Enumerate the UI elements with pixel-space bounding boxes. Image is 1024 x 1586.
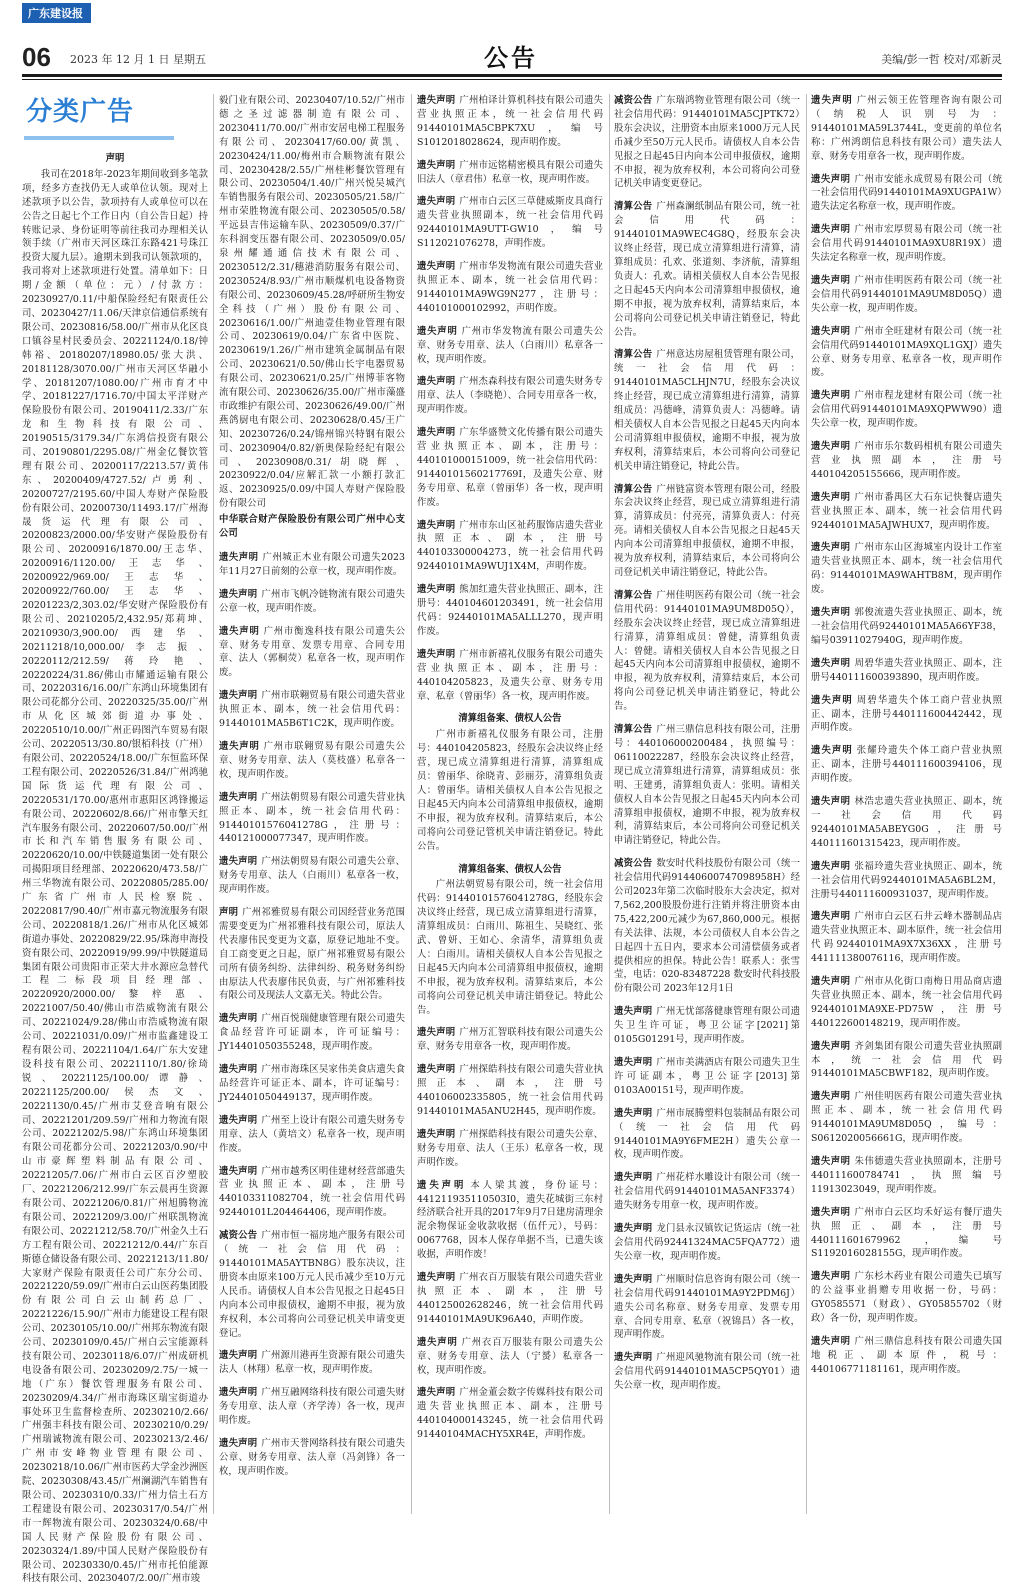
column-4	[614, 94, 800, 1509]
notice-text: 广州云领王佐管理咨询有限公司（纳税人识别号为：91440101MA59L3744L，变更前的单位名称：广州鸿朗信息科技有限公司）遗失法人章、财务专用章各一枚，现声明作废。	[811, 95, 1002, 162]
notice-type-label: 遗失声明	[811, 976, 851, 988]
classified-notice	[417, 1179, 603, 1262]
notice-type-label: 遗失声明	[219, 856, 258, 868]
classified-notice	[614, 1273, 800, 1343]
notice-type-label: 遗失声明	[417, 261, 456, 273]
classified-ads-title: 分类广告	[26, 97, 135, 127]
notice-type-label: 减资公告	[219, 1230, 258, 1242]
classified-notice	[219, 1165, 405, 1221]
notice-text: 龙门县永汉镇钦记货运店（统一社会信用代码92441324MAC5FQA772）遗失公章一枚，现声明作废。	[614, 1223, 800, 1262]
notice-type-label: 遗失声明	[417, 519, 456, 531]
notice-type-label: 遗失声明	[219, 1387, 258, 1399]
classified-notice	[219, 1386, 405, 1428]
section-title: 公告	[484, 44, 538, 72]
notice-text: 广州市联翱贸易有限公司遗失营业执照正本、副本，统一社会信用代码：91440101MA5B6T1C2K，现声明作废。	[219, 690, 405, 730]
notice-type-label: 遗失声明	[614, 1107, 653, 1119]
classified-notice	[417, 94, 603, 150]
classified-notice	[417, 375, 603, 417]
notice-type-label: 遗失声明	[417, 1179, 467, 1191]
classified-notice	[614, 1056, 800, 1098]
classified-notice	[811, 860, 1002, 902]
notice-text: 周碧华遗失营业执照正、副本，注册号440111600393890，现声明作废。	[811, 657, 1002, 683]
notice-text: 广州顺时信息咨询有限公司（统一社会信用代码91440101MA9Y2PDM6J）遗失公司名称章、财务专用章、发票专用章、合同专用章、私章（祝锦昌）各一枚，现声明作废。	[614, 1273, 800, 1341]
notice-type-label: 遗失声明	[417, 1128, 456, 1140]
notice-text: 广州市展腾塑料包装制品有限公司（统一社会信用代码91440101MA9Y6FME2H）遗失公章一枚，现声明作废。	[614, 1107, 800, 1161]
newspaper-name: 广东建设报	[22, 3, 91, 23]
notice-type-label: 清算公告	[614, 483, 653, 495]
notice-type-label: 遗失声明	[811, 325, 851, 337]
notice-type-label: 遗失声明	[219, 740, 260, 752]
notice-text: 广州市华发物流有限公司遗失营业执照正本、副本，统一社会信用代码：91440101MA9WG9N277，注册号：440101000102992，声明作废。	[417, 261, 603, 314]
notice-type-label: 遗失声明	[811, 694, 853, 706]
notice-text: 广州城正木业有限公司遗失2023年11月27日前刻的公章一枚，现声明作废。	[219, 552, 405, 577]
classified-notice	[811, 173, 1002, 215]
notice-text: 张耀玲遗失个体工商户营业执照正、副本，注册号440111600394106，现声明作废。	[811, 745, 1002, 785]
notice-type-label: 遗失声明	[811, 173, 851, 185]
notice-type-label: 遗失声明	[219, 690, 258, 702]
classified-notice	[219, 689, 405, 731]
notice-type-label: 遗失声明	[811, 1040, 851, 1052]
classified-notice	[811, 440, 1002, 482]
classified-notice	[219, 588, 405, 616]
classified-notice	[614, 94, 800, 191]
notice-text: 广州市恒一福房地产服务有限公司（统一社会信用代码：91440101MA5AYTBN8G）股东决议，注册资本由原来100万元人民币减少至10万元人民币。请债权人自本公告见报之日起45日内向本公司申报债权，逾期不申报，视为放弃权利，本公司将向公司登记机关申请变更登记。	[219, 1230, 405, 1339]
notice-type-label: 遗失声明	[811, 1271, 851, 1283]
notice-type-label: 清算公告	[614, 724, 653, 736]
classified-notice	[417, 260, 603, 316]
header-rule-thin	[22, 79, 1002, 80]
notice-text: 广州市乐尔数码相机有限公司遗失营业执照副本，注册号440104205155666，现声明作废。	[811, 441, 1002, 480]
classified-notice	[219, 625, 405, 681]
column-2	[219, 94, 405, 1509]
notice-text: 广州源川港再生资源有限公司遗失法人（林翔）私章一枚，现声明作废。	[219, 1350, 405, 1376]
notice-type-label: 遗失声明	[614, 1352, 653, 1364]
notice-text: 广州市衡逸科技有限公司遗失公章、财务专用章、发票专用章、合同专用章、法人（郭桐荧）私章各一枚，现声明作废。	[219, 625, 405, 679]
notice-text: 广州至上设计有限公司遗失财务专用章、法人（黄培文）私章各一枚，现声明作废。	[219, 1114, 405, 1154]
column-5	[811, 94, 1002, 1509]
classified-notice	[811, 1270, 1002, 1326]
classified-notice	[811, 1040, 1002, 1082]
notice-text: 广州市海珠区吴家伟美食店遗失食品经营许可证正本、副本，许可证编号：JY24401050449137，现声明作废。	[219, 1064, 405, 1103]
notice-text: 广州市飞帆冷链物流有限公司遗失公章一枚，现声明作废。	[219, 588, 405, 614]
classified-notice	[811, 1155, 1002, 1197]
notice-text: 广州市新禧礼仪服务有限公司遗失营业执照正本、副本，注册号：440104205823，及遗失公章、财务专用章、私章（曾丽华）各一枚，现声明作废。	[417, 648, 603, 702]
classified-notice	[219, 1114, 405, 1156]
classified-notice	[417, 1026, 603, 1054]
classified-notice	[614, 483, 800, 580]
notice-text: 齐剑集团有限公司遗失营业执照副本，统一社会信用代码91440101MA5CBWF182，现声明作废。	[811, 1040, 1002, 1080]
classified-notice	[417, 1336, 603, 1378]
notice-type-label: 遗失声明	[417, 1336, 458, 1348]
notice-type-label: 遗失声明	[417, 159, 456, 171]
column-3	[417, 94, 603, 1509]
classified-notice	[417, 426, 603, 509]
notice-type-label: 遗失声明	[614, 1057, 653, 1068]
classified-notice	[811, 325, 1002, 381]
notice-text: 广州法朝贸易有限公司遗失公章、财务专用章、法人（白雨川）私章各一枚，现声明作废。	[219, 856, 405, 896]
notice-type-label: 减资公告	[614, 95, 653, 106]
classified-notice	[811, 1335, 1002, 1377]
notice-type-label: 清算公告	[614, 349, 653, 361]
notice-type-label: 遗失声明	[811, 860, 851, 872]
classified-notice	[417, 519, 603, 575]
notice-type-label: 遗失声明	[811, 95, 853, 106]
notice-text: 广州祁雅贸易有限公司因经营业务范围需要变更为广州祁雅科技有限公司，原法人代表廖伟民变更为文嘉，原登记地址不变。自工商变更之日起，原广州祁雅贸易有限公司所有债务纠纷、法律纠纷、税务财务纠纷由原法人代表廖伟民负责，与广州祁雅科技有限公司及现法人文嘉无关。特此公告。	[219, 907, 405, 1002]
notice-type-label: 遗失声明	[811, 390, 851, 402]
notice-text: 广州市东山区祉药服饰店遗失营业执照正本、副本，注册号440103300004273，统一社会信用代码92440101MA9WUJ1X4M，声明作废。	[417, 519, 603, 573]
notice-heading: 清算组备案、债权人公告	[458, 863, 562, 875]
notice-body: 广州法朝贸易有限公司，统一社会信用代码：91440101576041278G，经股东会决议终止经营，现已成立清算组进行清算，清算组成员：白雨川、陈祖生、吴晓红、张武、曾妍、王如心、余清华，清算组负责人：白雨川。请相关债权人自本公告见报之日起45天内向本公司清算组申报债权，逾期不申报，视为放弃权利。清算结束后，本公司将向公司登记机关申请注销登记。特此公告。	[417, 879, 603, 1016]
column-1	[22, 94, 208, 1585]
notice-type-label: 遗失声明	[219, 1064, 258, 1076]
classified-ads-logo	[22, 94, 208, 144]
notice-type-label: 清算公告	[614, 201, 653, 213]
notice-type-label: 遗失声明	[614, 1172, 653, 1184]
notice-type-label: 减资公告	[614, 858, 653, 870]
notice-text: 广州探皓科技有限公司遗失营业执照正本、副本，注册号440106002335805，统一社会信用代码91440101MA5ANU2H45，现声明作废。	[417, 1064, 603, 1117]
notice-text: 广州意达房屋租赁管理有限公司，统一社会信用代码：91440101MA5CLHJN7U，经股东会决议终止经营，现已成立清算组进行清算，清算组成员：冯德峰，清算负责人：冯德峰。请相关债权人自本公告见报之日起45天内向本公司清算组申报债权，逾期不申报，视为放弃权利，清算结束后，本公司将向公司登记机关申请注销登记，特此公告。	[614, 349, 800, 472]
notice-text: 周碧华遗失个体工商户营业执照正、副本，注册号440111600442442，现声明作废。	[811, 694, 1002, 734]
notice-text: 朱伟德遗失营业执照副本，注册号440111600784741，执照编号11913023049，现声明作废。	[811, 1156, 1002, 1195]
notice-body: 我司在2018年-2023年期间收到多笔款项，经多方查找仍无人或单位认领。现对上述款项予以公告，款项持有人或单位可以在公告之日起七个工作日内（自公告日起）持转账记录、身份证明等前往我司办理相关认领手续（广州市天河区珠江东路421号珠江投资大厦九层）。逾期未到我司认领款项的，我司将对上述款项进行处置。清单如下：日期/金额（单位：元）/付款方：20230927/0.11/中船保险经纪有限责任公司、20230427/11.06/天津京信通信系统有限公司、20230816/58.00/广州市从化区良口镇谷星村民委员会、20221124/0.18/钟韩裕、20180207/18980.05/张大洪、20181128/3070.00/广州市天河区华融小学、20181207/1080.00/广州市育才中学、20181227/1716.70/中国太平洋财产保险股份有限公司、20190411/2.33/广东龙和生物科技有限公司、20190515/3179.34/广东鸿信投资有限公司、20190801/2295.08/广州金亿餐饮管理有限公司、20200117/2213.57/黄伟东、20200409/4727.52/卢勇利、20200727/2195.60/中国人寿财产保险股份有限公司、20200730/11493.17/广州海晟货运代理有限公司、20200823/2000.00/华安财产保险股份有限公司、20200916/1870.00/王志华、20200916/1120.00/王志华、20200922/969.00/王志华、20200922/760.00/王志华、20201223/2,303.02/华安财产保险股份有限公司、20210205/2,432.95/郑莉坤、20210930/3,900.00/西建华、20211218/10,000.00/李志振、20220112/212.59/蒋玲艳、20220224/31.86/佛山市耀通运输有限公司、20220316/16.00/广东鸿山环境集团有限公司花都分公司、20220325/35.00/广州市从化区城郊街道办事处、20220510/10.00/广州正码图汽车贸易有限公司、20220513/30.80/银栢科技（广州）有限公司、20220524/18.00/广东恒监环保工程有限公司、20220526/31.84/广州鸿驰国际货运代理有限公司、20220531/170.00/惠州市惠阳区鸿锋搬运有限公司、20220602/8.66/广州市擎天红汽车服务有限公司、20220607/50.00/广州市长和汽车销售服务有限公司、20220620/10.00/中铁隧道集团一处有限公司揭阳项目经理部、20220620/473.58/广州三华物流有限公司、20220805/285.00/广东省广州市人民检察院、20220817/90.40/广州市嘉元物流服务有限公司、20220818/1.26/广州市从化区城郊街道办事处、20220829/22.95/珠海申海投资有限公司、20220919/99.99/中铁隧道局集团有限公司贵阳市正荣大井水源应急替代工程二标段项目经理部、20220920/2000.00/黎梓惠、20221007/50.40/佛山市浩威物流有限公司、20221024/9.28/佛山市浩威物流有限公司、20221031/0.09/广州市监鑫建设工程有限公司、20221104/1.64/广东大安建设科技有限公司、20221110/1.80/徐琦锐、20221125/100.00/谭静、20221125/200.00/侯杰文、20221130/0.45/广州市艾登音响有限公司、20221201/209.59/广州和力物流有限公司、20221202/5.98/广东鸿山环境集团有限公司花都分公司、20221203/0.90/中山市豪辉塑料制品有限公司、20221205/7.06/广州市白云区百汐塑胶厂、20221206/212.99/广东云晨再生资源有限公司、20221206/0.81/广州旭腾物流有限公司、20221209/3.00/广州联凯物流有限公司、20221212/58.70/广州金久土石方工程有限公司、20221212/0.44/广东百斯德仓储设备有限公司、20221213/11.80/大家财产保险有限责任公司广东分公司、20221220/59.09/广州市白云山医药集团股份有限公司白云山制药总厂、20221226/15.90/广州市力能建设工程有限公司、20230105/10.00/广州邦东物流有限公司、20230109/0.45/广州白云宝能源科技有限公司、20230118/6.07/广州成研机电设备有限公司、20230209/2.75/一城一地（广东）餐饮管理服务有限公司、20230209/4.34/广州市海珠区瑞宝街道办事处环卫生监督检查所、20230210/2.66/广州强丰科技有限公司、20230210/0.29/广州瑞诚物流有限公司、20230213/2.46/广州市安峰物业管理有限公司、20230218/10.06/广州市医药大学金沙洲医院、20230308/43.45/广州澜湖汽车销售有限公司、20230310/0.33/广州力信土石方工程建设有限公司、20230317/0.54/广州市一辉物流有限公司、20230324/0.68/中国人民财产保险股份有限公司、20230324/1.89/中国人民财产保险股份有限公司、20230330/0.45/广州市托伯能源科技有限公司、20230407/2.00/广州市竣	[22, 168, 208, 1585]
notice-type-label: 遗失声明	[219, 1114, 258, 1126]
notice-text: 广州市联翱贸易有限公司遗失公章、财务专用章、法人（莫枝盛）私章各一枚，现声明作废。	[219, 740, 405, 780]
notice-text: 广州市白云区石井云峰木器制品店遗失营业执照正本、副本原件，统一社会信用代码92440101MA9X7X36XX，注册号441111380076116，现声明作废。	[811, 911, 1002, 965]
notice-type-label: 清算公告	[614, 589, 653, 601]
notice-type-label: 遗失声明	[219, 552, 259, 563]
notice-text: 广东瑞鸿物业管理有限公司（统一社会信用代码：91440101MA5CJPTK72）股东会决议，注册资本由原来1000万元人民币减少至50万元人民币。请债权人自本公告见报之日起45日内向本公司申报债权，逾期不申报，视为放弃权利，本公司将向公司登记机关申请变更登记。	[614, 95, 800, 190]
entries-list	[417, 94, 603, 703]
notice-type-label: 遗失声明	[811, 491, 851, 503]
notice-type-label: 遗失声明	[811, 1206, 851, 1218]
notice-type-label: 遗失声明	[811, 1335, 851, 1347]
classified-notice	[219, 1012, 405, 1054]
notice-text: 广州百悦瑞健康管理有限公司遗失食品经营许可证副本，许可证编号：JY14401050355248，现声明作废。	[219, 1013, 405, 1053]
notice-type-label: 声明	[219, 907, 239, 919]
notice-body-continued: 毅门业有限公司、20230407/10.52/广州市德之圣过滤器制造有限公司、20230411/70.00/广州市安居电梯工程服务有限公司、20230417/60.00/黄凯、20230424/11.00/梅州市合顺物流有限公司、20230428/2.55/广州桂彬餐饮管理有限公司、20230504/1.40/广州兴悦吴城汽车销售服务有限公司、20230505/21.58/广州市荣胜物流有限公司、20230505/0.58/平远县吉伟运输车队、20230509/0.37/广东科润变压器有限公司、20230509/0.05/泉州耀通通信技术有限公司、20230512/2.31/穗港消防服务有限公司、20230524/8.93/广州市顺煤机电设备物资有限公司、20230609/45.28/呼研所生物安全科技（广州）股份有限公司、20230616/1.00/广州迪壹佳物业管理有限公司、20230619/0.04/广东省中医院、20230619/1.26/广州市建筑金属制品有限公司、20230621/0.50/佛山长宇电器贸易有限公司、20230621/0.25/广州博菲客物流有限公司、20230626/35.00/广州市藻盛市政维护有限公司、20230626/49.00/广州燕鸽厨电有限公司、20230628/0.45/王广知、20230726/0.24/锦州锦兴特钢有限公司、20230904/0.82/新奥保险经纪有限公司、20230908/0.31/胡晓辉、20230922/0.04/应解汇款一小额打款汇返、20230925/0.09/中国人寿财产保险股份有限公司	[219, 95, 405, 510]
classified-notice	[219, 1437, 405, 1479]
notice-type-label: 遗失声明	[219, 1350, 258, 1362]
classified-notice	[811, 795, 1002, 851]
notice-text: 广州三鼎信息科技有限公司遗失国地税正、副本原件，税号：440106771181161，现声明作废。	[811, 1335, 1002, 1375]
classified-notice	[811, 541, 1002, 597]
classified-notice	[417, 195, 603, 251]
notice-text: 广州迎风驰物流有限公司（统一社会信用代码91440101MA5CP5QY01）遗失公章一枚，现声明作废。	[614, 1352, 800, 1392]
classified-notice	[614, 200, 800, 339]
editor-credits: 美编/彭一哲 校对/邓新灵	[881, 53, 1002, 66]
notice-text: 广州市越秀区明佳建材经营部遗失营业执照正本、副本，注册号440103311082704，统一社会信用代码92440101L204464406，现声明作废。	[219, 1165, 405, 1219]
notice-type-label: 遗失声明	[614, 1006, 653, 1018]
classified-notice	[219, 551, 405, 579]
notice-text: 广州市天誉网络科技有限公司遗失公章、财务专用章、法人章（冯剑锋）各一枚，现声明作废。	[219, 1437, 405, 1477]
notice-type-label: 遗失声明	[417, 1272, 456, 1284]
classified-notice	[811, 1206, 1002, 1262]
classified-notice	[614, 348, 800, 473]
issue-date: 2023 年 12 月 1 日 星期五	[70, 53, 206, 66]
notice-type-label: 遗失声明	[811, 796, 851, 808]
notice-text: 广州市番禺区大石东记快餐店遗失营业执照正本、副本，统一社会信用代码92440101MA5AJWHUX7，现声明作废。	[811, 491, 1002, 531]
column-divider	[213, 94, 214, 1514]
notice-text: 广州万汇智联科技有限公司遗失公章、财务专用章各一枚，现声明作废。	[417, 1027, 603, 1053]
classified-notice	[417, 583, 603, 639]
notice-text: 广州法朝贸易有限公司遗失营业执照正本、副本，统一社会信用代码：91440101576041278G，注册号：440121000077347，现声明作废。	[219, 791, 405, 845]
notice-type-label: 遗失声明	[811, 274, 851, 286]
classified-notice	[614, 1005, 800, 1047]
notice-text: 广州花样水雕设计有限公司（统一社会信用代码91440101MA5ANF3374）遗失财务专用章一枚，现声明作废。	[614, 1172, 800, 1212]
notice-type-label: 遗失声明	[417, 427, 456, 439]
column-divider	[806, 94, 807, 1514]
classified-notice	[811, 657, 1002, 685]
classified-notice	[811, 694, 1002, 736]
notice-type-label: 遗失声明	[219, 625, 260, 637]
classified-notice	[614, 589, 800, 714]
classified-notice	[614, 1351, 800, 1393]
classified-notice	[417, 1386, 603, 1442]
notice-type-label: 遗失声明	[811, 441, 851, 453]
notice-type-label: 遗失声明	[417, 95, 456, 106]
notice-text: 广州互融网络科技有限公司遗失财务专用章、法人章（齐学涛）各一枚，现声明作废。	[219, 1387, 405, 1427]
classified-notice	[219, 855, 405, 897]
notice-text: 数安时代科技股份有限公司（统一社会信用代码91440600747098958H）经公司2023年第二次临时股东大会决定，拟对7,562,200股股份进行注销并将注册资本由75,422,200元减少为67,860,000元。根据有关法律、法规，本公司债权人自本公告之日起四十五日内，要求本公司清偿债务或者提供相应的担保。特此公告！联系人：张雪莹，电话：020-83487228 数安时代科技股份有限公司 2023年12月1日	[614, 858, 800, 995]
notice-heading: 清算组备案、债权人公告	[458, 713, 562, 725]
notice-text: 广州市白云区三草健威斯皮具商行遗失营业执照副本，统一社会信用代码92440101MA9UTT-GW10，编号S112021076278，声明作废。	[417, 196, 603, 250]
classified-notice	[417, 648, 603, 704]
notice-text: 广州三鼎信息科技有限公司，注册号：440106000200484，执照编号：06110022287，经股东会决议终止经营，现已成立清算组进行清算，清算组成员：张明、王建勇，清算组负责人：张明。请相关债权人自本公告见报之日起45天内向本公司清算组申报债权，逾期不申报，视为放弃权利，清算结束后，本公司将向公司登记机关申请注销登记，特此公告。	[614, 724, 800, 847]
classified-notice	[614, 723, 800, 848]
notice-type-label: 遗失声明	[417, 196, 456, 208]
notice-text: 广州市远铭精密模具有限公司遗失旧法人（章君伟）私章一枚，现声明作废。	[417, 159, 603, 185]
classified-notice	[417, 159, 603, 187]
notice-type-label: 遗失声明	[417, 376, 456, 388]
notice-text: 广州金董会数字传媒科技有限公司遗失营业执照正本、副本，注册号440104000143245，统一社会信用代码91440104MACHY5XR4E，声明作废。	[417, 1387, 603, 1441]
classified-notice	[219, 1349, 405, 1377]
notice-text: 广州杰森科技有限公司遗失财务专用章、法人（李晓艳）、合同专用章各一枚，现声明作废。	[417, 376, 603, 416]
classified-notice	[811, 744, 1002, 786]
notice-text: 广州市安能永成贸易有限公司（统一社会信用代码91440101MA9XUGPA1W）遗失法定名称章一枚，现声明作废。	[811, 173, 1002, 213]
page-header	[22, 38, 1002, 72]
classified-notice	[811, 975, 1002, 1031]
header-rule	[22, 74, 1002, 77]
classified-notice	[811, 910, 1002, 966]
entries-list	[614, 94, 800, 1393]
notice-type-label: 遗失声明	[417, 1027, 456, 1039]
notice-text: 广州市华发物流有限公司遗失公章、财务专用章、法人（白雨川）私章各一枚，现声明作废。	[417, 325, 603, 365]
notice-text: 广州探皓科技有限公司遗失公章、财务专用章、法人（王乐）私章各一枚，现声明作废。	[417, 1128, 603, 1168]
classified-notice	[417, 1063, 603, 1119]
entries-list	[219, 551, 405, 1479]
classified-notice	[219, 740, 405, 782]
notice-type-label: 遗失声明	[614, 1223, 653, 1235]
notice-text: 广东杉木药业有限公司遗失已填写的公益事业捐赠专用收据一份，号码：GY0585571（财政）、GY05855702（财政）各一份，现声明作废。	[811, 1271, 1002, 1325]
notice-type-label: 遗失声明	[811, 542, 851, 554]
notice-text: 广州衣百万服装有限公司遗失公章、财务专用章、法人（宁赟）私章各一枚，现声明作废。	[417, 1336, 603, 1376]
classified-notice	[417, 1271, 603, 1327]
notice-type-label: 遗失声明	[219, 588, 258, 600]
notice-type-label: 遗失声明	[219, 791, 258, 803]
notice-type-label: 遗失声明	[219, 1165, 258, 1177]
notice-text: 广州市东山区海城室内设计工作室遗失营业执照正本、副本，统一社会信用代码：91440101MA9WAHTB8M，现声明作废。	[811, 542, 1002, 596]
classified-notice	[811, 1090, 1002, 1146]
notice-text: 广州柏译计算机科技有限公司遗失营业执照正本，统一社会信用代码91440101MA5CBPK7XU，编号S1012018028624，现声明作废。	[417, 95, 603, 148]
classified-notice	[811, 94, 1002, 164]
classified-notice	[811, 223, 1002, 265]
notice-signatory: 中华联合财产保险股份有限公司广州中心支公司	[219, 514, 405, 540]
classified-notice	[614, 1171, 800, 1213]
notice-text: 广州市全旺建材有限公司（统一社会信用代码91440101MA9XQL1GXJ）遗失公章、财务专用章、私章各一枚，现声明作废。	[811, 325, 1002, 379]
notice-body: 广州市新禧礼仪服务有限公司，注册号：440104205823，经股东会决议终止经营，现已成立清算组进行清算，清算组成员：曾丽华、徐晓青、彭丽芬，清算组负责人：曾丽华。请相关债权人自本公告见报之日起45天内向本公司清算组申报债权，逾期不申报，视为放弃权利。清算结束后，本公司将向公司登记管机关申请注销登记。特此公告。	[417, 729, 603, 852]
notice-type-label: 遗失声明	[417, 325, 458, 337]
notice-type-label: 遗失声明	[811, 657, 851, 669]
notice-text: 广州佳明医药有限公司遗失营业执照正本、副本，统一社会信用代码91440101MA9UM8D05Q，编号：S0612020056661G，现声明作废。	[811, 1091, 1002, 1145]
entries-list	[811, 94, 1002, 1377]
notice-text: 广州市佳明医药有限公司（统一社会信用代码91440101MA9UM8D05Q）遗失公章一枚，现声明作废。	[811, 274, 1002, 314]
classified-notice	[219, 906, 405, 1003]
notice-text: 广州市程龙建材有限公司（统一社会信用代码91440101MA9XQPWW90）遗失公章一枚，现声明作废。	[811, 390, 1002, 430]
notice-type-label: 遗失声明	[417, 584, 456, 596]
notice-text: 广东华盛赞文化传播有限公司遗失营业执照正本、副本，注册号：440101000151009，统一社会信用代码：91440101560217769I，及遗失公章、财务专用章、私章（曾丽华）各一枚，现声明作废。	[417, 427, 603, 508]
classified-notice	[614, 1222, 800, 1264]
notice-type-label: 遗失声明	[811, 1156, 851, 1167]
notice-text: 广州佳明医药有限公司（统一社会信用代码：91440101MA9UM8D05Q），经股东会决议终止经营，现已成立清算组进行清算，清算组成员：曾健，清算组负责人：曾健。请相关债权人自本公告见报之日起45天内向本公司清算组申报债权，逾期不申报，视为放弃权利，清算结束后，本公司将向公司登记机关申请注销登记，特此公告。	[614, 589, 800, 713]
notice-text: 广州链富资本管理有限公司，经股东会决议终止经营，现已成立清算组进行清算，清算成员：付亮亮，清算负责人：付亮亮。请相关债权人自本公告见报之日起45天内向本公司清算组申报债权，逾期不申报，视为放弃权利，清算结束后，本公司将向公司登记机关申请注销登记，特此公告。	[614, 483, 800, 578]
notice-heading: 声明	[105, 153, 125, 164]
notice-text: 广州市白云区均禾好运有餐厅遗失执照正、副本，注册号440111601679962，编号S1192016028155G，现声明作废。	[811, 1206, 1002, 1260]
notice-type-label: 遗失声明	[811, 607, 851, 619]
notice-text: 熊加红遗失营业执照正、副本，注册号：440104601203491，统一社会信用代码：92440101MA5ALLL270，现声明作废。	[417, 584, 603, 637]
classified-notice	[219, 791, 405, 847]
column-divider	[411, 94, 412, 1514]
top-bar	[0, 0, 1024, 20]
entries-list	[417, 1026, 603, 1442]
classified-notice	[811, 274, 1002, 316]
classified-notice	[811, 389, 1002, 431]
notice-text: 林浩忠遗失营业执照正、副本，统一社会信用代码92440101MA5ABEYG0G，注册号440111601315423，现声明作废。	[811, 796, 1002, 849]
notice-type-label: 遗失声明	[417, 1064, 456, 1076]
notice-text: 广州森澜纸制品有限公司，统一社会信用代码：91440101MA9WEC4G8Q，经股东会决议终止经营，现已成立清算组进行清算，清算组成员：孔欢、张道刻、李济航，清算组负责人：孔欢。请相关债权人自本公告见报之日起45天内向本公司清算组申报债权，逾期不申报，视为放弃权利，清算结束后，本公司将向公司登记机关申请注销登记，特此公告。	[614, 201, 800, 338]
classified-notice	[811, 491, 1002, 533]
notice-type-label: 遗失声明	[219, 1437, 258, 1449]
notice-text: 郭俊流遗失营业执照正、副本，统一社会信用代码92440101MA5A66YF38，编号03911027940G，现声明作废。	[811, 607, 1002, 646]
notice-text: 广州市从化街口南梅日用品商店遗失营业执照正本、副本，统一社会信用代码92440101MA9XE-PD75W，注册号440122600148219，现声明作废。	[811, 976, 1002, 1029]
notice-text: 广州衣百万服装有限公司遗失营业执照正本、副本，注册号440125002628246，统一社会信用代码91440101MA9UK96A40，声明作废。	[417, 1272, 603, 1325]
notice-text: 本人梁其渡，身份证号：441211935110503I0，遗失花城街三东村经济联合社开具的2017年9月7日建房清理余泥余物保证金收款收据（伍仟元），号码：0067768，因本人保存单据不当，已遗失该收据，声明作废！	[417, 1179, 603, 1261]
classified-notice	[614, 857, 800, 996]
classified-notice	[417, 325, 603, 367]
notice-type-label: 遗失声明	[219, 1013, 258, 1025]
notice-text: 广州无忧部落健康管理有限公司遗失卫生许可证，粤卫公证字[2021]第0105G01291号，现声明作废。	[614, 1006, 800, 1046]
notice-type-label: 遗失声明	[811, 1091, 851, 1103]
notice-type-label: 遗失声明	[811, 224, 851, 236]
notice-type-label: 遗失声明	[811, 745, 853, 757]
notice-text: 广州市美满酒店有限公司遗失卫生许可证副本，粤卫公证字[2013]第0103A00151号，现声明作废。	[614, 1057, 800, 1096]
notice-type-label: 遗失声明	[417, 1387, 456, 1399]
classified-notice	[219, 1063, 405, 1105]
notice-type-label: 遗失声明	[417, 648, 456, 660]
notice-text: 张福玲遗失营业执照正、副本，统一社会信用代码92440101MA5A6BL2M，注册号440111600931037，现声明作废。	[811, 860, 1002, 900]
column-divider	[609, 94, 610, 1514]
notice-text: 广州市宏厚贸易有限公司（统一社会信用代码91440101MA9XU8R19X）遗失法定名称章一枚，现声明作废。	[811, 224, 1002, 264]
classified-notice	[811, 606, 1002, 648]
page-number: 06	[22, 42, 51, 72]
classified-notice	[219, 1229, 405, 1340]
logo-stripe	[24, 136, 174, 140]
classified-notice	[614, 1107, 800, 1163]
classified-notice	[417, 1128, 603, 1170]
notice-type-label: 遗失声明	[811, 911, 851, 923]
notice-type-label: 遗失声明	[614, 1273, 653, 1285]
